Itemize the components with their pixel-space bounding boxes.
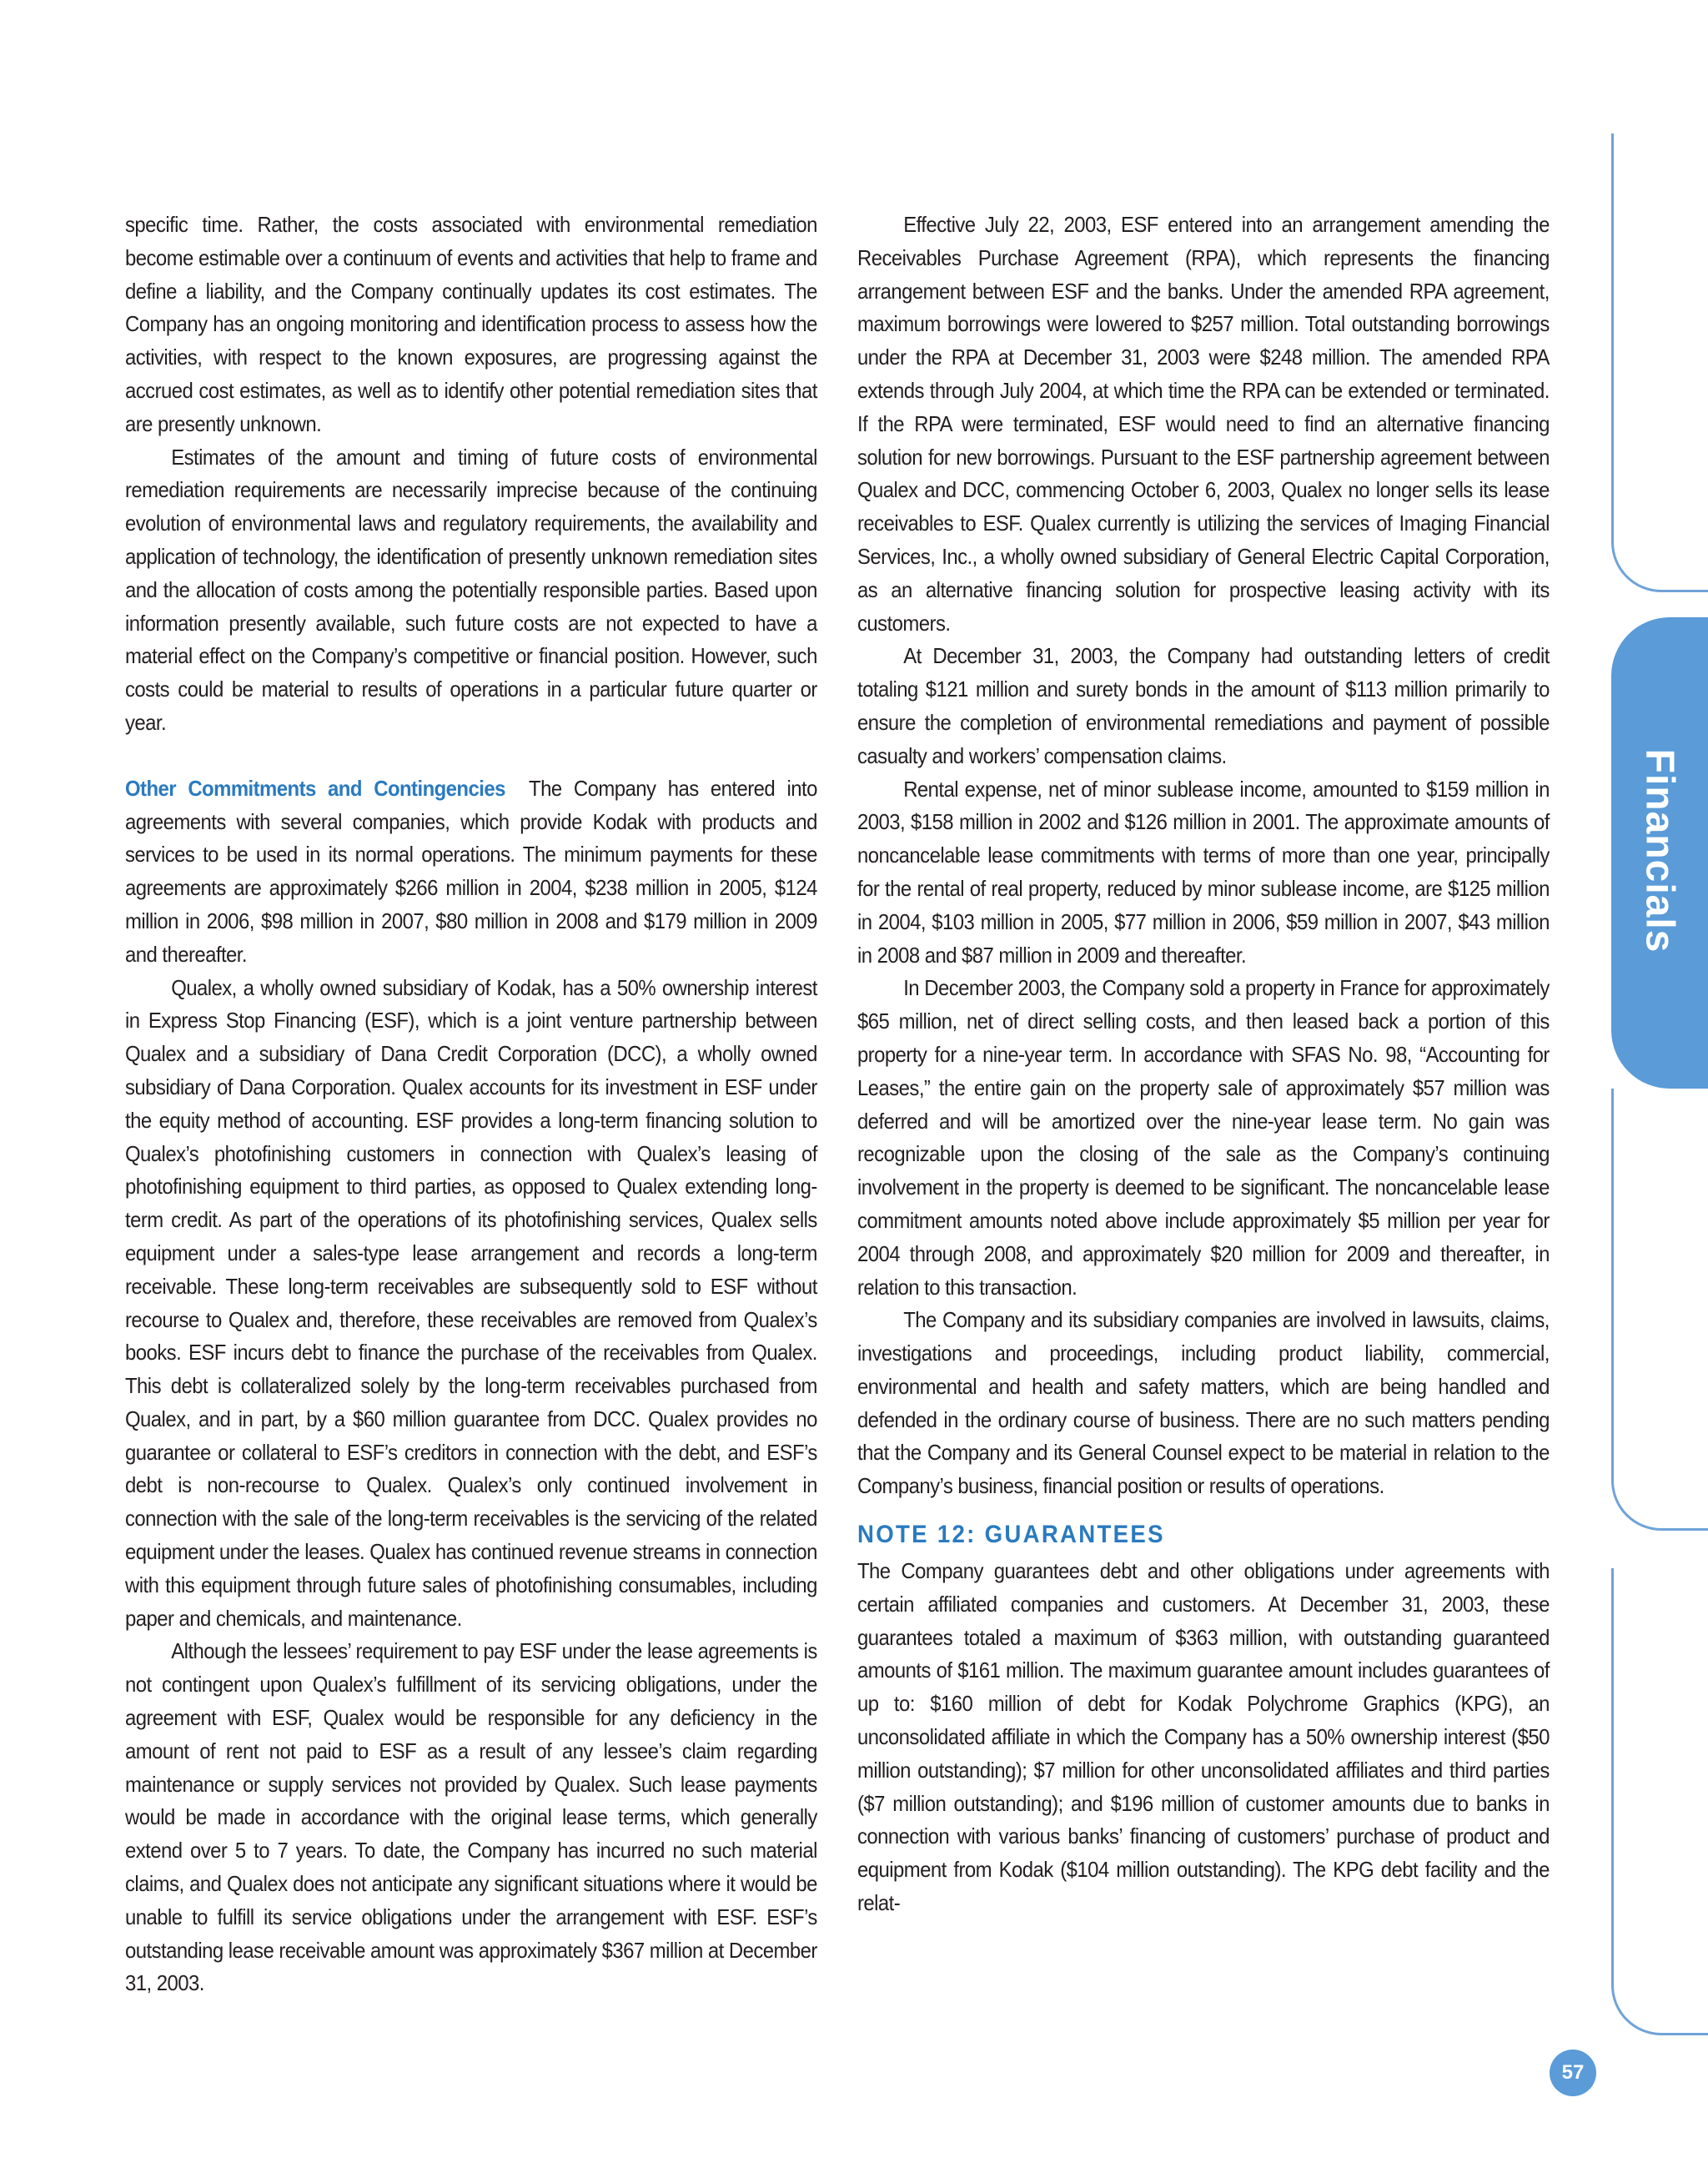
paragraph: Rental expense, net of minor sublease income, amounted to $159 million in 2003, $158 million in 2002 and $126 million in 2001. The approximate amounts of noncancelable lease commitments with terms of more than one year, principally for the rental of real property, reduced by minor sublease income, are $125 million in 2004, $103 million in 2005, $77 million in 2006, $59 million in 2007, $43 million in 2008 and $87 million in 2009 and thereafter. [857, 776, 1550, 968]
paragraph: specific time. Rather, the costs associated with environmental remediation become estimable over a continuum of events and activities that help to frame and define a liability, and the Company continually updates its cost estimates. The Company has an ongoing monitoring and identification process to assess how the activities, with respect to the known exposures, are progressing against the accrued cost estimates, as well as to identify other potential remediation sites that are presently unknown. [125, 212, 817, 436]
edge-curve [1611, 542, 1708, 592]
edge-curve [1611, 1481, 1708, 1531]
paragraph-text: The Company has entered into agreements with several companies, which provide Kodak with products and services to be used in its normal operations. The minimum payments for these agreements are approximately $266 million in 2004, $238 million in 2005, $124 million in 2006, $98 million in 2007, $80 million in 2008 and $179 million in 2009 and thereafter. [125, 775, 817, 967]
left-column [125, 209, 817, 2000]
paragraph [125, 772, 817, 972]
right-column [857, 209, 1550, 1920]
section-tab-label: Financials [1637, 748, 1682, 953]
edge-rule [1611, 133, 1614, 542]
paragraph: At December 31, 2003, the Company had outstanding letters of credit totaling $121 million and surety bonds in the amount of $113 million primarily to ensure the completion of environmental remediations and payment of possible casualty and workers’ compensation claims. [857, 643, 1550, 768]
paragraph: The Company guarantees debt and other obligations under agreements with certain affiliated companies and customers. At December 31, 2003, these guarantees totaled a maximum of $363 million, with outstanding guaranteed amounts of $161 million. The maximum guarantee amount includes guarantees of up to: $160 million of debt for Kodak Polychrome Graphics (KPG), an unconsolidated affiliate in which the Company has a 50% ownership interest ($50 million outstanding); $7 million for other unconsolidated affiliates and third parties ($7 million outstanding); and $196 million of customer amounts due to banks in connection with various banks’ financing of customers’ purchase of product and equipment from Kodak ($104 million outstanding). The KPG debt facility and the relat- [857, 1558, 1550, 1916]
section-lead-in: Other Commitments and Contingencies [125, 775, 505, 801]
paragraph: The Company and its subsidiary companies are involved in lawsuits, claims, investigations and proceedings, including product liability, commercial, environmental and health and safety matters, which are being handled and defended in the ordinary course of business. There are no such matters pending that the Company and its General Counsel expect to be material in relation to the Company’s business, financial position or results of operations. [857, 1307, 1550, 1499]
paragraph: Qualex, a wholly owned subsidiary of Kodak, has a 50% ownership interest in Express Stop Financing (ESF), which is a joint venture partnership between Qualex and a subsidiary of Dana Credit Corporation (DCC), a wholly owned subsidiary of Dana Corporation. Qualex accounts for its investment in ESF under the equity method of accounting. ESF provides a long-term financing solution to Qualex’s photofinishing customers in connection with Qualex’s leasing of photofinishing equipment to third parties, as opposed to Qualex extending long-term credit. As part of the operations of its photofinishing services, Qualex sells equipment under a sales-type lease arrangement and records a long-term receivable. These long-term receivables are subsequently sold to ESF without recourse to Qualex and, therefore, these receivables are removed from Qualex’s books. ESF incurs debt to finance the purchase of the receivables from Qualex. This debt is collateralized solely by the long-term receivables purchased from Qualex, and in part, by a $60 million guarantee from DCC. Qualex provides no guarantee or collateral to ESF’s creditors in connection with the debt, and ESF’s debt is non-recourse to Qualex. Qualex’s only continued involvement in connection with the sale of the long-term receivables is the servicing of the related equipment under the leases. Qualex has continued revenue streams in connection with this equipment through future sales of photofinishing consumables, including paper and chemicals, and maintenance. [125, 974, 817, 1631]
edge-curve [1611, 1985, 1708, 2035]
paragraph: In December 2003, the Company sold a property in France for approximately $65 million, net of direct selling costs, and then leased back a portion of this property for a nine-year term. In accordance with SFAS No. 98, “Accounting for Leases,” the entire gain on the property sale of approximately $57 million was deferred and will be amortized over the nine-year lease term. No gain was recognizable upon the closing of the sale as the Company’s continuing involvement in the property is deemed to be significant. The noncancelable lease commitment amounts noted above include approximately $5 million per year for 2004 through 2008, and approximately $20 million for 2009 and thereafter, in relation to this transaction. [857, 975, 1550, 1300]
paragraph: Estimates of the amount and timing of future costs of environmental remediation requirements are necessarily imprecise because of the continuing evolution of environmental laws and regulatory requirements, the availability and application of technology, the identification of presently unknown remediation sites and the allocation of costs among the potentially responsible parties. Based upon information presently available, such future costs are not expected to have a material effect on the Company’s competitive or financial position. However, such costs could be material to results of operations in a particular future quarter or year. [125, 444, 817, 735]
paragraph: Although the lessees’ requirement to pay ESF under the lease agreements is not contingent upon Qualex’s fulfillment of its servicing obligations, under the agreement with ESF, Qualex would be responsible for any deficiency in the amount of rent not paid to ESF as a result of any lessee’s claim regarding maintenance or supply services not provided by Qualex. Such lease payments would be made in accordance with the original lease terms, which generally extend over 5 to 7 years. To date, the Company has incurred no such material claims, and Qualex does not anticipate any significant situations where it would be unable to fulfill its service obligations under the arrangement with ESF. ESF’s outstanding lease receivable amount was approximately $367 million at December 31, 2003. [125, 1638, 817, 1996]
note-heading: NOTE 12: GUARANTEES [857, 1521, 1165, 1549]
edge-rule [1611, 1089, 1614, 1481]
paragraph: Effective July 22, 2003, ESF entered into an arrangement amending the Receivables Purchase Agreement (RPA), which represents the financing arrangement between ESF and the banks. Under the amended RPA agreement, maximum borrowings were lowered to $257 million. Total outstanding borrowings under the RPA at December 31, 2003 were $248 million. The amended RPA extends through July 2004, at which time the RPA can be extended or terminated. If the RPA were terminated, ESF would need to find an alternative financing solution for new borrowings. Pursuant to the ESF partnership agreement between Qualex and DCC, commencing October 6, 2003, Qualex no longer sells its lease receivables to ESF. Qualex currently is utilizing the services of Imaging Financial Services, Inc., a wholly owned subsidiary of General Electric Capital Corporation, as an alternative financing solution for prospective leasing activity with its customers. [857, 212, 1550, 636]
edge-rule [1611, 1568, 1614, 1985]
page-number: 57 [1550, 2050, 1596, 2096]
